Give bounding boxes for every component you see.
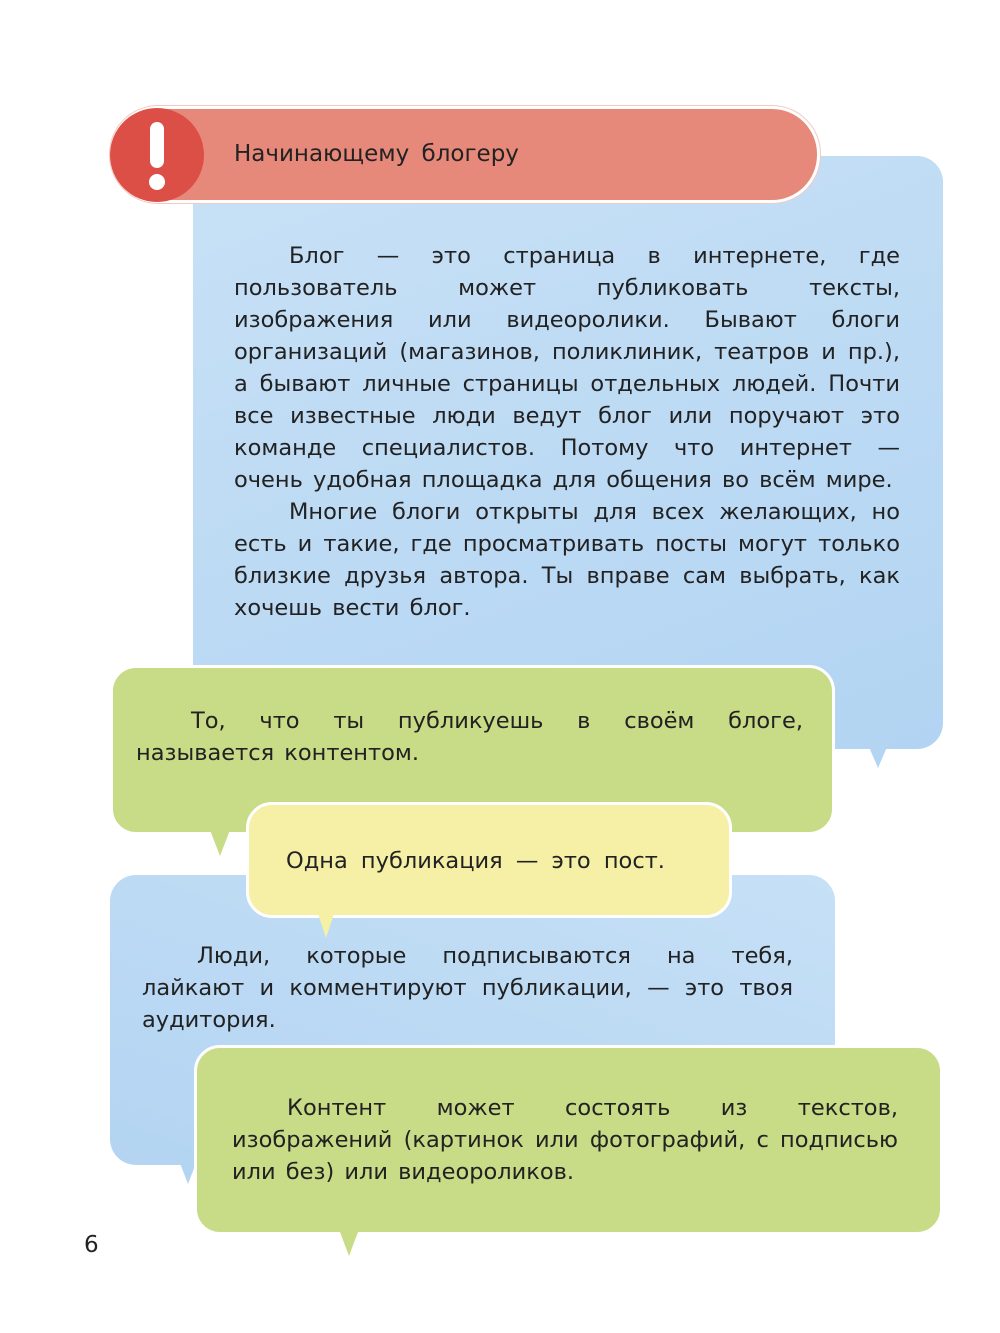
content-types-bubble-tail <box>340 1232 358 1256</box>
blog-definition-paragraph-2: Многие блоги открыты для всех желающих, но есть и такие, где просматривать посты могут только близкие друзья автора. Ты вправе сам выбрать, как хочешь вести блог. <box>234 499 900 621</box>
audience-text <box>142 940 793 1036</box>
exclamation-icon <box>110 108 204 202</box>
content-paragraph: То, что ты публикуешь в своём блоге, называется контентом. <box>136 708 803 766</box>
blog-definition-bubble-tail <box>866 740 890 768</box>
content-bubble-tail <box>210 830 230 856</box>
blog-definition-text <box>234 240 900 624</box>
content-types-text <box>232 1092 898 1188</box>
content-text <box>136 705 803 769</box>
blog-definition-paragraph-1: Блог — это страница в интернете, где пользователь может публиковать тексты, изображения или видеоролики. Бывают блоги организаций (магазинов, поликлиник, театров и пр.), а бывают личные страницы отдельных людей. Почти все известные люди ведут блог или поручают это команде специалистов. Потому что интернет — очень удобная площадка для общения во всём мире. <box>234 243 900 493</box>
audience-paragraph: Люди, которые подписываются на тебя, лайкают и комментируют публикации, — это твоя аудитория. <box>142 943 793 1033</box>
post-bubble-tail <box>318 914 334 938</box>
page-number: 6 <box>84 1232 99 1258</box>
post-text: Одна публикация — это пост. <box>286 848 665 874</box>
header-title: Начинающему блогеру <box>234 141 519 167</box>
content-types-paragraph: Контент может состоять из текстов, изображений (картинок или фотографий, с подписью или без) или видеороликов. <box>232 1095 898 1185</box>
